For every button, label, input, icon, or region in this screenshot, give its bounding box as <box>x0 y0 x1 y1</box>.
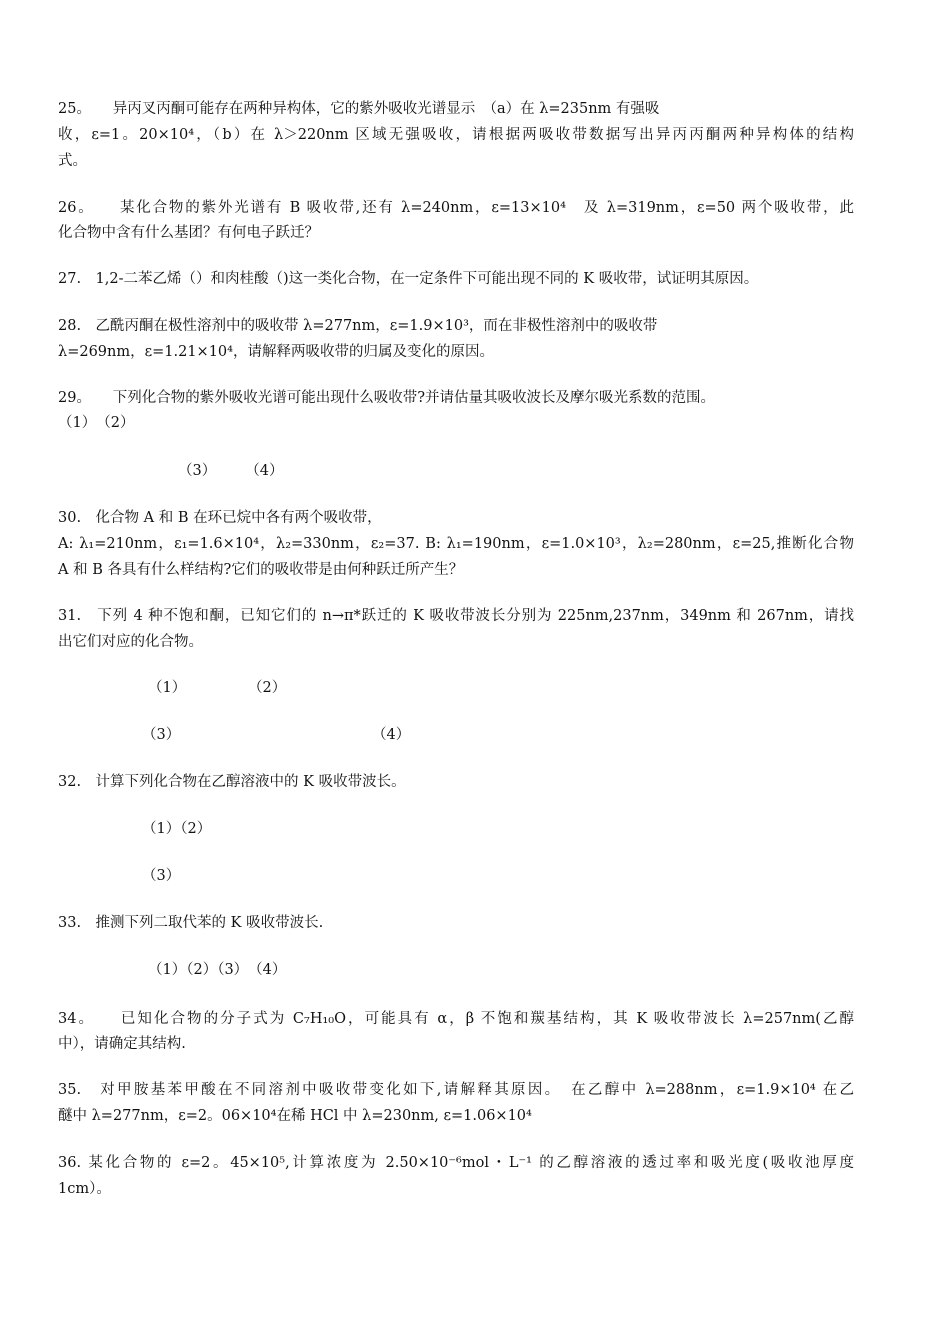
q30-line1: 30. 化合物 A 和 B 在环已烷中各有两个吸收带， <box>58 510 382 526</box>
q35-line2: 醚中 λ=277nm，ε=2。06×10⁴在稀 HCl 中 λ=230nm, ε=1.06×10⁴ <box>58 1108 532 1124</box>
q29-line1: 29。 下列化合物的紫外吸收光谱可能出现什么吸收带?并请估量其吸收波长及摩尔吸光系数的范围。 <box>58 390 715 406</box>
q30-line3: A 和 B 各具有什么样结构?它们的吸收带是由何种跃迁所产生？ <box>58 562 464 578</box>
q31-line2: 出它们对应的化合物。 <box>58 634 203 650</box>
q35-line1: 35. 对甲胺基苯甲酸在不同溶剂中吸收带变化如下,请解释其原因。 在乙醇中 λ=288nm，ε=1.9×10⁴ 在乙 <box>58 1082 854 1098</box>
q25-line3: 式。 <box>58 153 87 169</box>
q31-subitem-1: （1） <box>148 680 187 696</box>
q36-line1: 36. 某化合物的 ε=2。45×10⁵,计算浓度为 2.50×10⁻⁶mol・L⁻¹ 的乙醇溶液的透过率和吸光度(吸收池厚度 <box>58 1155 854 1171</box>
q31-line1: 31. 下列 4 种不饱和酮，已知它们的 n→π*跃迁的 K 吸收带波长分别为 225nm,237nm，349nm 和 267nm，请找 <box>58 608 854 624</box>
q26-line1: 26。 某化合物的紫外光谱有 B 吸收带,还有 λ=240nm，ε=13×10⁴ 及 λ=319nm，ε=50 两个吸收带，此 <box>58 200 854 216</box>
q33-subitems: （1）（2）（3） （4） <box>148 962 287 978</box>
q31-subitem-2: （2） <box>248 680 287 696</box>
q28-line1: 28. 乙酰丙酮在极性溶剂中的吸收带 λ=277nm，ε=1.9×10³，而在非极性溶剂中的吸收带 <box>58 318 658 334</box>
q27-line1: 27. 1,2-二苯乙烯（）和肉桂酸（)这一类化合物，在一定条件下可能出现不同的 K 吸收带，试证明其原因。 <box>58 271 759 287</box>
q30-line2: A: λ₁=210nm，ε₁=1.6×10⁴，λ₂=330nm，ε₂=37. B: λ₁=190nm，ε=1.0×10³，λ₂=280nm，ε=25,推断化合物 <box>58 536 854 552</box>
q33-line1: 33. 推测下列二取代苯的 K 吸收带波长. <box>58 915 324 931</box>
q28-line2: λ=269nm，ε=1.21×10⁴，请解释两吸收带的归属及变化的原因。 <box>58 344 494 360</box>
q29-subitems-1-2: （1） （2） <box>58 415 135 431</box>
q32-line1: 32. 计算下列化合物在乙醇溶液中的 K 吸收带波长。 <box>58 774 406 790</box>
q34-line1: 34。 已知化合物的分子式为 C₇H₁₀O，可能具有 α，β 不饱和羰基结构，其 K 吸收带波长 λ=257nm(乙醇 <box>58 1011 854 1027</box>
q36-line2: 1cm）。 <box>58 1181 111 1197</box>
q32-subitem-3: （3） <box>142 868 181 884</box>
q34-line2: 中），请确定其结构. <box>58 1036 186 1052</box>
q31-subitem-4: （4） <box>372 727 411 743</box>
q29-subitems-3-4: （3） （4） <box>178 463 284 479</box>
q26-line2: 化合物中含有什么基团？有何电子跃迁？ <box>58 225 319 241</box>
q31-subitem-3: （3） <box>142 727 181 743</box>
q25-line2: 收，ε=1。20×10⁴，（b）在 λ＞220nm 区域无强吸收，请根据两吸收带数据写出异丙丙酮两种异构体的结构 <box>58 127 854 143</box>
q32-subitems-1-2: （1）（2） <box>142 821 212 837</box>
q25-line1: 25。 异丙叉丙酮可能存在两种异构体，它的紫外吸收光谱显示 （a）在 λ=235nm 有强吸 <box>58 101 660 117</box>
